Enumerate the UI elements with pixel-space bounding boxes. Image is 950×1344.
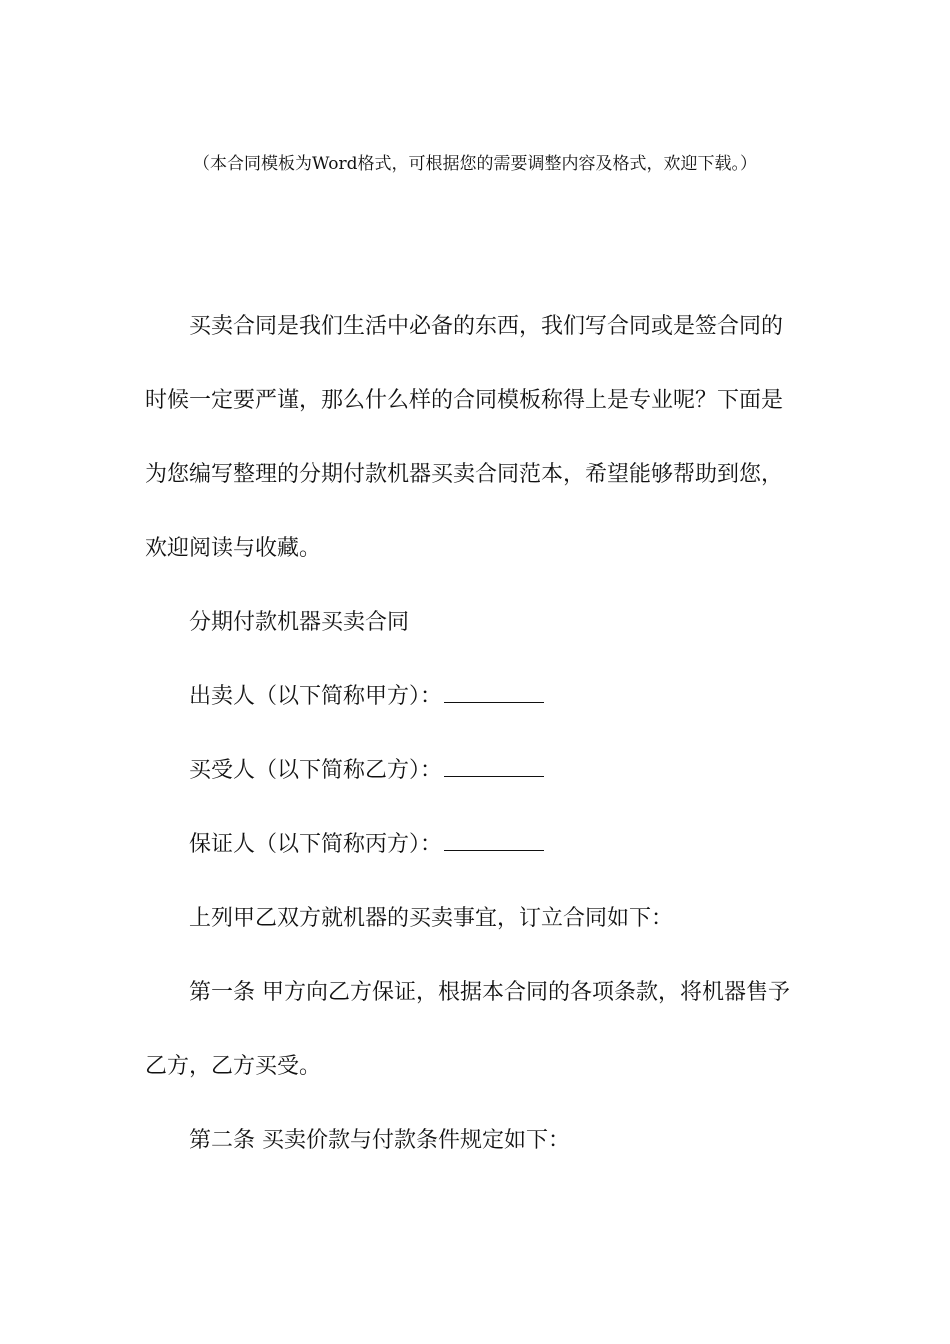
article-1-line-2: 乙方，乙方买受。	[145, 1054, 322, 1079]
guarantor-label: 保证人（以下简称丙方）：	[189, 832, 443, 857]
intro-line-3: 为您编写整理的分期付款机器买卖合同范本，希望能够帮助到您，	[145, 462, 784, 487]
preamble: 上列甲乙双方就机器的买卖事宜，订立合同如下：	[189, 906, 674, 931]
intro-line-1: 买卖合同是我们生活中必备的东西，我们写合同或是签合同的	[189, 314, 784, 339]
intro-line-2: 时候一定要严谨，那么什么样的合同模板称得上是专业呢？下面是	[145, 388, 784, 413]
buyer-line	[145, 734, 810, 808]
seller-label: 出卖人（以下简称甲方）：	[189, 684, 443, 709]
intro-line-4: 欢迎阅读与收藏。	[145, 536, 322, 561]
seller-blank	[444, 701, 544, 703]
template-note: （本合同模板为Word格式，可根据您的需要调整内容及格式，欢迎下载。）	[192, 154, 758, 174]
buyer-blank	[444, 775, 544, 777]
document-body	[145, 290, 810, 1178]
buyer-label: 买受人（以下简称乙方）：	[189, 758, 443, 783]
article-2: 第二条 买卖价款与付款条件规定如下：	[189, 1128, 570, 1153]
contract-title: 分期付款机器买卖合同	[189, 610, 410, 635]
article-1-line-1: 第一条 甲方向乙方保证，根据本合同的各项条款，将机器售予	[189, 980, 790, 1005]
guarantor-blank	[444, 849, 544, 851]
guarantor-line	[145, 808, 810, 882]
seller-line	[145, 660, 810, 734]
